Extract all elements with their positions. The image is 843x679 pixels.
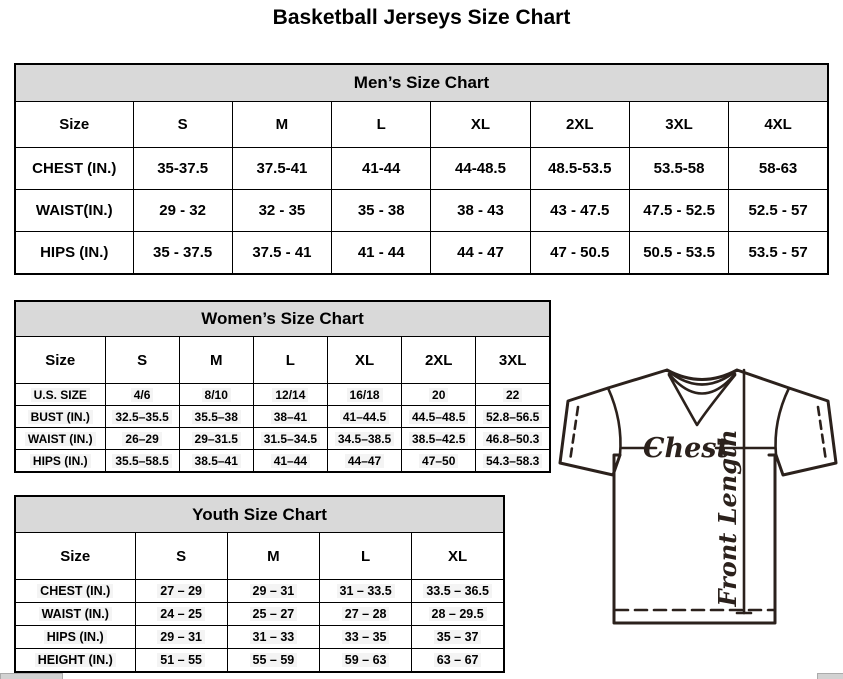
cell: 44.5–48.5	[402, 406, 476, 428]
cell: 63 – 67	[412, 649, 504, 673]
col-l: L	[320, 533, 412, 580]
row-label: CHEST (IN.)	[15, 148, 133, 190]
womens-waist-row	[15, 428, 550, 450]
cell: 35 – 37	[412, 626, 504, 649]
cell: 27 – 29	[135, 580, 227, 603]
front-length-label: Front Length	[713, 429, 742, 607]
horizontal-scrollbar-thumb[interactable]	[0, 673, 63, 679]
table-section-header-row	[15, 64, 828, 102]
size-label: Size	[15, 533, 135, 580]
cell: 37.5-41	[232, 148, 331, 190]
cell: 52.8–56.5	[476, 406, 550, 428]
col-s: S	[105, 337, 179, 384]
mens-column-header-row	[15, 102, 828, 148]
jersey-diagram-icon	[556, 363, 840, 631]
cell: 29 - 32	[133, 190, 232, 232]
horizontal-scrollbar-corner[interactable]	[817, 673, 843, 679]
cell: 35.5–58.5	[105, 450, 179, 473]
cell: 29–31.5	[179, 428, 253, 450]
cell: 41–44.5	[327, 406, 401, 428]
cell: 16/18	[327, 384, 401, 406]
mens-chest-row	[15, 148, 828, 190]
col-xl: XL	[327, 337, 401, 384]
col-xl: XL	[412, 533, 504, 580]
womens-bust-row	[15, 406, 550, 428]
row-label: WAIST (IN.)	[15, 603, 135, 626]
youth-size-table	[14, 495, 505, 673]
table-section-header-row	[15, 496, 504, 533]
row-label: U.S. SIZE	[15, 384, 105, 406]
cell: 35 - 37.5	[133, 232, 232, 275]
row-label: HIPS (IN.)	[15, 232, 133, 275]
cell: 4/6	[105, 384, 179, 406]
cell: 55 – 59	[227, 649, 319, 673]
cell: 43 - 47.5	[530, 190, 629, 232]
cell: 51 – 55	[135, 649, 227, 673]
cell: 12/14	[253, 384, 327, 406]
youth-chart-title: Youth Size Chart	[15, 496, 504, 533]
youth-waist-row	[15, 603, 504, 626]
cell: 38–41	[253, 406, 327, 428]
cell: 26–29	[105, 428, 179, 450]
cell: 28 – 29.5	[412, 603, 504, 626]
row-label: CHEST (IN.)	[15, 580, 135, 603]
jersey-measurement-diagram	[556, 363, 840, 631]
youth-chest-row	[15, 580, 504, 603]
cell: 48.5-53.5	[530, 148, 629, 190]
cell: 52.5 - 57	[729, 190, 828, 232]
cell: 37.5 - 41	[232, 232, 331, 275]
row-label: HIPS (IN.)	[15, 450, 105, 473]
col-2xl: 2XL	[530, 102, 629, 148]
cell: 32.5–35.5	[105, 406, 179, 428]
mens-waist-row	[15, 190, 828, 232]
row-label: HIPS (IN.)	[15, 626, 135, 649]
cell: 35.5–38	[179, 406, 253, 428]
youth-column-header-row	[15, 533, 504, 580]
cell: 41–44	[253, 450, 327, 473]
page-title: Basketball Jerseys Size Chart	[272, 6, 571, 29]
cell: 34.5–38.5	[327, 428, 401, 450]
cell: 29 – 31	[227, 580, 319, 603]
col-s: S	[133, 102, 232, 148]
cell: 47.5 - 52.5	[629, 190, 728, 232]
row-label: WAIST (IN.)	[15, 428, 105, 450]
cell: 59 – 63	[320, 649, 412, 673]
size-label: Size	[15, 102, 133, 148]
youth-hips-row	[15, 626, 504, 649]
col-3xl: 3XL	[629, 102, 728, 148]
cell: 25 – 27	[227, 603, 319, 626]
table-section-header-row	[15, 301, 550, 337]
cell: 33.5 – 36.5	[412, 580, 504, 603]
mens-chart-title: Men’s Size Chart	[15, 64, 828, 102]
cell: 46.8–50.3	[476, 428, 550, 450]
col-m: M	[227, 533, 319, 580]
cell: 20	[402, 384, 476, 406]
cell: 22	[476, 384, 550, 406]
cell: 47–50	[402, 450, 476, 473]
womens-hips-row	[15, 450, 550, 473]
cell: 47 - 50.5	[530, 232, 629, 275]
col-3xl: 3XL	[476, 337, 550, 384]
womens-chart-title: Women’s Size Chart	[15, 301, 550, 337]
col-xl: XL	[431, 102, 530, 148]
cell: 53.5 - 57	[729, 232, 828, 275]
cell: 24 – 25	[135, 603, 227, 626]
cell: 29 – 31	[135, 626, 227, 649]
womens-size-table	[14, 300, 551, 473]
jersey-outline	[560, 370, 836, 623]
cell: 31 – 33	[227, 626, 319, 649]
cell: 53.5-58	[629, 148, 728, 190]
mens-hips-row	[15, 232, 828, 275]
row-label: BUST (IN.)	[15, 406, 105, 428]
col-l: L	[253, 337, 327, 384]
cell: 33 – 35	[320, 626, 412, 649]
cell: 31 – 33.5	[320, 580, 412, 603]
col-m: M	[232, 102, 331, 148]
cell: 38.5–42.5	[402, 428, 476, 450]
youth-height-row	[15, 649, 504, 673]
row-label: WAIST(IN.)	[15, 190, 133, 232]
cell: 38 - 43	[431, 190, 530, 232]
cell: 32 - 35	[232, 190, 331, 232]
cell: 41 - 44	[332, 232, 431, 275]
cell: 44 - 47	[431, 232, 530, 275]
col-s: S	[135, 533, 227, 580]
mens-size-table	[14, 63, 829, 275]
col-4xl: 4XL	[729, 102, 828, 148]
cell: 8/10	[179, 384, 253, 406]
col-2xl: 2XL	[402, 337, 476, 384]
cell: 41-44	[332, 148, 431, 190]
cell: 35-37.5	[133, 148, 232, 190]
size-label: Size	[15, 337, 105, 384]
womens-ussize-row	[15, 384, 550, 406]
womens-column-header-row	[15, 337, 550, 384]
cell: 50.5 - 53.5	[629, 232, 728, 275]
col-l: L	[332, 102, 431, 148]
cell: 58-63	[729, 148, 828, 190]
cell: 44-48.5	[431, 148, 530, 190]
cell: 27 – 28	[320, 603, 412, 626]
row-label: HEIGHT (IN.)	[15, 649, 135, 673]
col-m: M	[179, 337, 253, 384]
chest-label: Chest	[643, 433, 729, 464]
cell: 38.5–41	[179, 450, 253, 473]
cell: 44–47	[327, 450, 401, 473]
cell: 54.3–58.3	[476, 450, 550, 473]
cell: 31.5–34.5	[253, 428, 327, 450]
cell: 35 - 38	[332, 190, 431, 232]
